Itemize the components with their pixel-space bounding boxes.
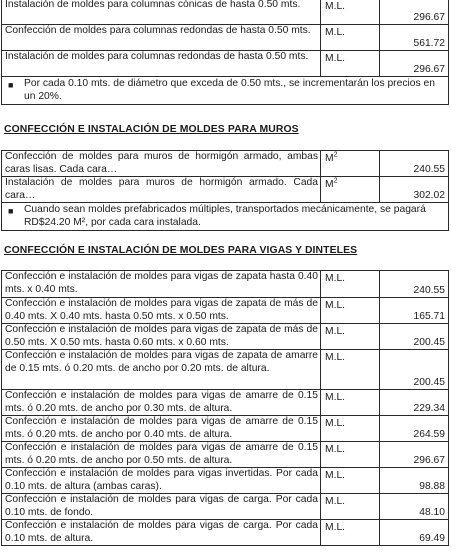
item-unit: M.L. [321, 390, 380, 416]
item-unit: M.L. [321, 51, 380, 77]
table-row [2, 442, 449, 468]
item-description: Confección e instalación de moldes para vigas de zapata de más de 0.40 mts. X 0.40 mts. hasta 0.50 mts. x 0.50 mts. [2, 298, 321, 324]
columns-note [1, 77, 449, 105]
table-row [2, 25, 449, 51]
table-row [2, 494, 449, 520]
item-price: 302.02 [380, 177, 449, 203]
table-row [2, 271, 449, 298]
item-unit: $M^2$ [321, 177, 380, 203]
note-text: Por cada 0.10 mts. de diámetro que exceda de 0.50 mts., se incrementarán los precios en un 20%. [24, 78, 435, 102]
item-description: Confección e instalación de moldes para vigas de carga. Por cada 0.10 mts. de altura. [2, 520, 321, 546]
item-description: Instalación de moldes para columnas redondas de hasta 0.50 mts. [2, 51, 321, 77]
table-row [2, 0, 449, 25]
table-row [2, 520, 449, 546]
item-description: Confección de moldes para muros de hormigón armado, ambas caras lisas. Cada cara… [2, 151, 321, 177]
table-row [2, 177, 449, 203]
item-unit: M.L. [321, 350, 380, 390]
item-price: 561.72 [380, 25, 449, 51]
item-description: Instalación de moldes para columnas cónicas de hasta 0.50 mts. [2, 0, 321, 25]
item-price: 229.34 [380, 390, 449, 416]
item-description: Confección e instalación de moldes para vigas de amarre de 0.15 mts. ó 0.20 mts. de ancho por 0.30 mts. de altura. [2, 390, 321, 416]
item-price: 165.71 [380, 298, 449, 324]
bullet-icon: ■ [8, 80, 14, 90]
section-heading-muros: CONFECCIÓN E INSTALACIÓN DE MOLDES PARA MUROS [4, 124, 299, 135]
walls-note [1, 203, 449, 231]
table-row [2, 350, 449, 390]
table-row [2, 51, 449, 77]
item-unit: M.L. [321, 25, 380, 51]
walls-price-table [1, 150, 449, 203]
item-description: Instalación de moldes para muros de hormigón armado. Cada cara… [2, 177, 321, 203]
item-price: 48.10 [380, 494, 449, 520]
item-unit: M.L. [321, 494, 380, 520]
item-unit: $M^2$ [321, 151, 380, 177]
item-price: 240.55 [380, 271, 449, 298]
item-price: 200.45 [380, 324, 449, 350]
item-description: Confección e instalación de moldes para vigas de amarre de 0.15 mts. ó 0.20 mts. de ancho por 0.50 mts. de altura. [2, 442, 321, 468]
item-price: 69.49 [380, 520, 449, 546]
table-row [2, 151, 449, 177]
beams-price-table [1, 270, 449, 546]
item-price: 200.45 [380, 350, 449, 390]
item-unit: M.L. [321, 298, 380, 324]
item-description: Confección e instalación de moldes para vigas de zapata de amarre de 0.15 mts. ó 0.20 mts. de ancho por 0.20 mts. de altura. [2, 350, 321, 390]
item-unit: M.L. [321, 271, 380, 298]
item-price: 296.67 [380, 51, 449, 77]
item-unit: M.L. [321, 416, 380, 442]
item-price: 264.59 [380, 416, 449, 442]
item-price: 296.67 [380, 0, 449, 25]
item-description: Confección e instalación de moldes para vigas de carga. Por cada 0.10 mts. de fondo. [2, 494, 321, 520]
item-description: Confección de moldes para columnas redondas de hasta 0.50 mts. [2, 25, 321, 51]
table-row [2, 390, 449, 416]
section-heading-vigas: CONFECCIÓN E INSTALACIÓN DE MOLDES PARA VIGAS Y DINTELES [4, 245, 358, 256]
item-description: Confección e instalación de moldes para vigas invertidas. Por cada 0.10 mts. de altura (ambas caras). [2, 468, 321, 494]
item-price: 240.55 [380, 151, 449, 177]
bullet-icon: ■ [8, 206, 14, 216]
item-unit: M.L. [321, 468, 380, 494]
item-unit: M.L. [321, 442, 380, 468]
item-description: Confección e instalación de moldes para vigas de zapata de más de 0.50 mts. X 0.50 mts. hasta 0.60 mts. x 0.60 mts. [2, 324, 321, 350]
item-unit: M.L. [321, 324, 380, 350]
table-row [2, 416, 449, 442]
note-text: Cuando sean moldes prefabricados múltiples, transportados mecánicamente, se pagará RD$24.20 M², por cada cara instalada. [24, 204, 426, 228]
item-unit: M.L. [321, 0, 380, 25]
item-price: 296.67 [380, 442, 449, 468]
table-row [2, 298, 449, 324]
table-row [2, 324, 449, 350]
columns-price-table [1, 0, 449, 77]
item-price: 98.88 [380, 468, 449, 494]
table-row [2, 468, 449, 494]
item-description: Confección e instalación de moldes para vigas de zapata hasta 0.40 mts. x 0.40 mts. [2, 271, 321, 298]
item-unit: M.L. [321, 520, 380, 546]
item-description: Confección e instalación de moldes para vigas de amarre de 0.15 mts. ó 0.20 mts. de ancho por 0.40 mts. de altura. [2, 416, 321, 442]
